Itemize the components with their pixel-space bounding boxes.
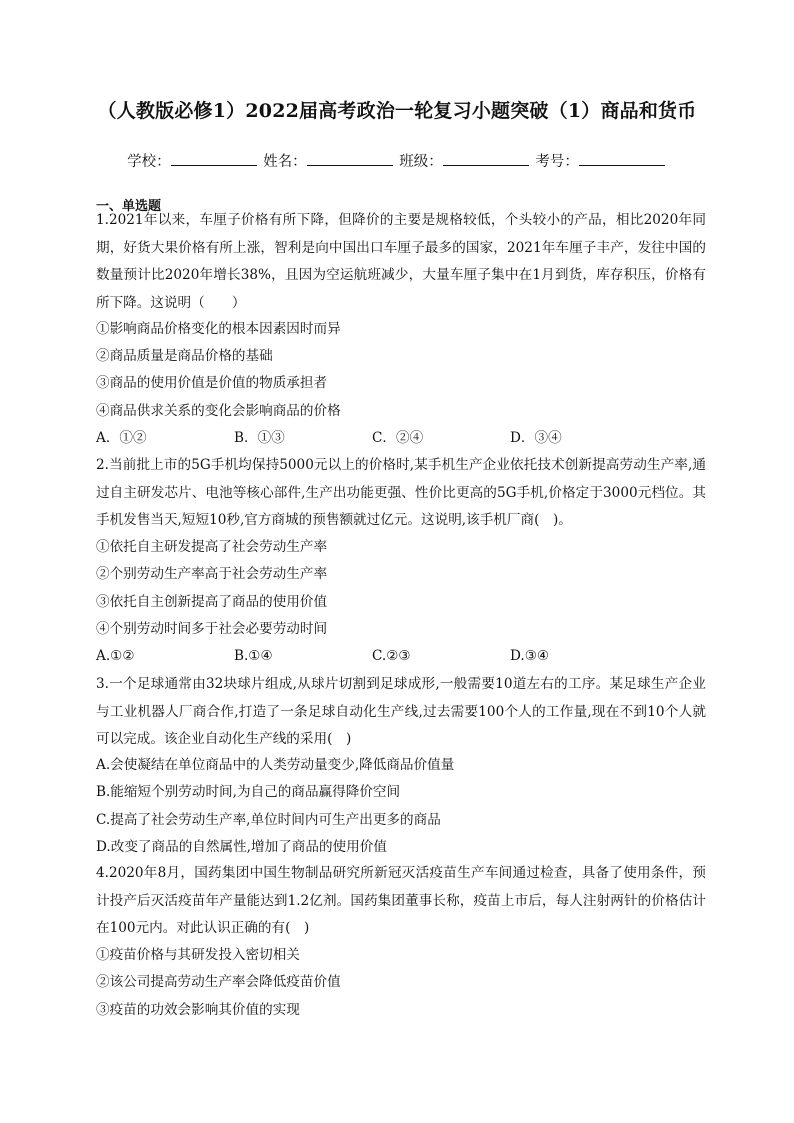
- choice-a[interactable]: A.会使凝结在单位商品中的人类劳动量变少,降低商品价值量: [96, 757, 455, 773]
- question-2-statement: ①依托自主研发提高了社会劳动生产率: [96, 539, 328, 555]
- section-heading: 一、单选题: [96, 199, 162, 214]
- class-label: 班级：: [399, 154, 443, 170]
- question-1-statement: ②商品质量是商品价格的基础: [96, 348, 273, 364]
- question-3-stem: 3.一个足球通常由32块球片组成,从球片切割到足球成形,一般需要10道左右的工序。某足球生产企业与工业机器人厂商合作,打造了一条足球自动化生产线,过去需要100个人的工作量,现在不到10个人就可以完成。该企业自动化生产线的采用( ): [96, 676, 706, 747]
- choice-a[interactable]: A．①②: [96, 430, 147, 446]
- name-blank[interactable]: [307, 153, 393, 166]
- choice-d[interactable]: D.③④: [510, 648, 550, 664]
- name-label: 姓名：: [263, 154, 307, 170]
- choice-c[interactable]: C.②③: [372, 648, 411, 664]
- choice-a[interactable]: A.①②: [96, 648, 135, 664]
- choice-b[interactable]: B.①④: [234, 648, 273, 664]
- number-label: 考号：: [535, 154, 579, 170]
- question-2-statement: ④个别劳动时间多于社会必要劳动时间: [96, 621, 328, 637]
- question-1-stem: 1.2021年以来，车厘子价格有所下降，但降价的主要是规格较低，个头较小的产品，相比2020年同期，好货大果价格有所上涨，智利是向中国出口车厘子最多的国家，2021年车厘子丰产，发往中国的数量预计比2020年增长38%，且因为空运航班减少，大量车厘子集中在1月到货，库存积压，价格有所下降。这说明（ ）: [96, 212, 706, 311]
- question-2-statement: ③依托自主创新提高了商品的使用价值: [96, 594, 328, 610]
- choice-b[interactable]: B.能缩短个别劳动时间,为自己的商品赢得降价空间: [96, 784, 401, 800]
- question-2-stem: 2.当前批上市的5G手机均保持5000元以上的价格时,某手机生产企业依托技术创新提高劳动生产率,通过自主研发芯片、电池等核心部件,生产出功能更强、性价比更高的5G手机,价格定于3000元档位。其手机发售当天,短短10秒,官方商城的预售额就过亿元。这说明,该手机厂商( )。: [96, 457, 706, 528]
- choice-b[interactable]: B．①③: [234, 430, 285, 446]
- choice-d[interactable]: D.改变了商品的自然属性,增加了商品的使用价值: [96, 839, 387, 855]
- question-4-stem: 4.2020年8月，国药集团中国生物制品研究所新冠灭活疫苗生产车间通过检查，具备了使用条件，预计投产后灭活疫苗年产量能达到1.2亿剂。国药集团董事长称，疫苗上市后，每人注射两针的价格估计在100元内。对此认识正确的有( ): [96, 865, 706, 936]
- school-blank[interactable]: [171, 153, 257, 166]
- student-info-line: [96, 150, 698, 171]
- question-2-statement: ②个别劳动生产率高于社会劳动生产率: [96, 566, 328, 582]
- question-4-statement: ③疫苗的功效会影响其价值的实现: [96, 1002, 300, 1018]
- question-1-statement: ①影响商品价格变化的根本因素因时而异: [96, 321, 341, 337]
- question-4-statement: ②该公司提高劳动生产率会降低疫苗价值: [96, 974, 341, 990]
- choice-c[interactable]: C．②④: [372, 430, 424, 446]
- question-1-statement: ③商品的使用价值是价值的物质承担者: [96, 375, 328, 391]
- school-label: 学校：: [127, 154, 171, 170]
- question-4-statement: ①疫苗价格与其研发投入密切相关: [96, 947, 300, 963]
- number-blank[interactable]: [579, 153, 665, 166]
- question-1-statement: ④商品供求关系的变化会影响商品的价格: [96, 403, 341, 419]
- choice-d[interactable]: D．③④: [510, 430, 562, 446]
- class-blank[interactable]: [443, 153, 529, 166]
- page-title: （人教版必修1）2022届高考政治一轮复习小题突破（1）商品和货币: [97, 100, 697, 122]
- choice-c[interactable]: C.提高了社会劳动生产率,单位时间内可生产出更多的商品: [96, 812, 441, 828]
